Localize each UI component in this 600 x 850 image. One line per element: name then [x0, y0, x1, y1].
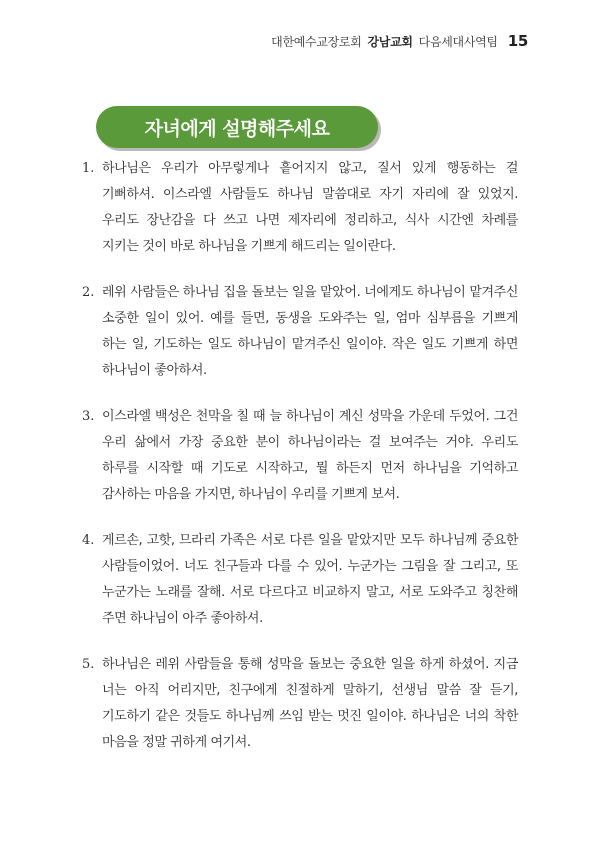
item-number: 3. [82, 409, 95, 424]
item-text: 레위 사람들은 하나님 집을 돌보는 일을 맡았어. 너에게도 하나님이 맡겨주신 소중한 일이 있어. 예를 들면, 동생을 도와주는 일, 엄마 심부름을 기쁘게 하는 일, 기도하는 일도 하나님이 맡겨주신 일이야. 작은 일도 기쁘게 하면 하나님이 좋아하셔. [102, 285, 518, 378]
explanation-list [82, 156, 518, 776]
church-name: 강남교회 [367, 35, 413, 49]
list-item [82, 156, 518, 260]
team-name: 다음세대사역팀 [418, 35, 498, 49]
page-header [271, 32, 528, 50]
title-banner [96, 106, 378, 148]
item-number: 2. [82, 285, 95, 300]
item-number: 5. [82, 657, 95, 672]
item-text: 하나님은 레위 사람들을 통해 성막을 돌보는 중요한 일을 하게 하셨어. 지금 너는 아직 어리지만, 친구에게 친절하게 말하기, 선생님 말씀 잘 듣기, 기도하기 같은 것들도 하나님께 쓰임 받는 멋진 일이야. 하나님은 너의 착한 마음을 정말 귀하게 여기셔. [102, 657, 518, 750]
list-item [82, 280, 518, 384]
list-item [82, 528, 518, 632]
item-number: 4. [82, 533, 95, 548]
item-text: 하나님은 우리가 아무렇게나 흩어지지 않고, 질서 있게 행동하는 걸 기뻐하셔. 이스라엘 사람들도 하나님 말씀대로 자기 자리에 잘 있었지. 우리도 장난감을 다 쓰고 나면 제자리에 정리하고, 식사 시간엔 차례를 지키는 것이 바로 하나님을 기쁘게 해드리는 일이란다. [102, 161, 518, 254]
item-number: 1. [82, 161, 95, 176]
page-title: 자녀에게 설명해주세요 [144, 117, 330, 140]
item-text: 이스라엘 백성은 천막을 칠 때 늘 하나님이 계신 성막을 가운데 두었어. 그건 우리 삶에서 가장 중요한 분이 하나님이라는 걸 보여주는 거야. 우리도 하루를 시작할 때 기도로 시작하고, 뭘 하든지 먼저 하나님을 기억하고 감사하는 마음을 가지면, 하나님이 우리를 기쁘게 보셔. [102, 409, 518, 502]
org-name: 대한예수교장로회 [271, 35, 362, 49]
item-text: 게르손, 고핫, 므라리 가족은 서로 다른 일을 맡았지만 모두 하나님께 중요한 사람들이었어. 너도 친구들과 다를 수 있어. 누군가는 그림을 잘 그리고, 또 누군가는 노래를 잘해. 서로 다르다고 비교하지 말고, 서로 도와주고 칭찬해 주면 하나님이 아주 좋아하셔. [102, 533, 518, 626]
page-number: 15 [507, 32, 528, 50]
list-item [82, 652, 518, 756]
list-item [82, 404, 518, 508]
